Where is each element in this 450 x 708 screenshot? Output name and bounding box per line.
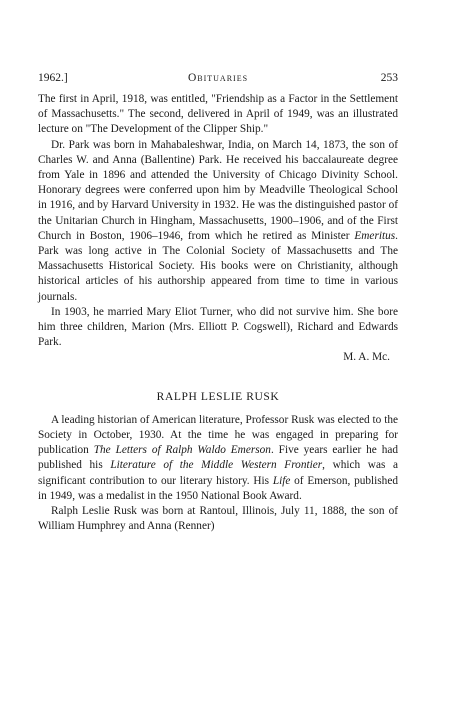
header-section-title: Obituaries — [187, 72, 249, 84]
rusk-text-c: , which was a significant contribution to our literary history. His — [38, 459, 398, 487]
rusk-intro-paragraph — [38, 413, 398, 504]
rusk-birth-paragraph: Ralph Leslie Rusk was born at Rantoul, Illinois, July 11, 1888, the son of William Humphrey and Anna (Renner) — [38, 505, 398, 533]
page-number: 253 — [380, 72, 398, 84]
rusk-book-life: Life — [272, 474, 291, 487]
author-signature: M. A. Mc. — [343, 351, 390, 364]
park-paragraph-continued: The first in April, 1918, was entitled, "Friendship as a Factor in the Settlement of Massachusetts." The second, delivered in April of 1949, was an illustrated lecture on "The Development of the Clipper Ship." — [38, 93, 398, 136]
running-header — [38, 72, 398, 88]
rusk-book-letters: The Letters of Ralph Waldo Emerson — [93, 444, 271, 457]
rusk-book-literature: Literature of the Middle Western Frontier — [110, 459, 323, 472]
page-body — [38, 92, 398, 534]
park-bio-emeritus: Emeritus — [354, 229, 396, 242]
rusk-text-d: of Emerson, published in 1949, was a medalist in the 1950 National Book Award. — [38, 474, 398, 502]
rusk-text-b: . Five years earlier he had published his — [38, 444, 399, 472]
obituary-title: RALPH LESLIE RUSK — [156, 390, 280, 403]
park-bio-text-a: Dr. Park was born in Mahabaleshwar, India, on March 14, 1873, the son of Charles W. and Anna (Ballentine) Park. He received his baccalaureate degree from Yale in 1896 and attended the University of Chicago Divinity School. Honorary degrees were conferred upon him by Meadville Theological School in 1916, and by Harvard University in 1932. He was the distinguished pastor of the Unitarian Church in Hingham, Massachusetts, 1900–1906, and of the First Church in Boston, 1906–1946, from which he retired as Minister — [38, 138, 398, 242]
park-family-paragraph: In 1903, he married Mary Eliot Turner, who did not survive him. She bore him three children, Marion (Mrs. Elliott P. Cogswell), Richard and Edwards Park. — [38, 305, 398, 349]
header-year: 1962.] — [38, 72, 68, 84]
park-biography-paragraph — [38, 138, 398, 305]
rusk-text-a: A leading historian of American literature, Professor Rusk was elected to the Society in October, 1930. At the time he was engaged in preparing for publication — [38, 413, 398, 457]
park-bio-text-b: . Park was long active in The Colonial Society of Massachusetts and The Massachusetts Historical Society. His books were on Christianity, although historical articles of his authorship appeared from time to time in various journals. — [38, 229, 398, 303]
